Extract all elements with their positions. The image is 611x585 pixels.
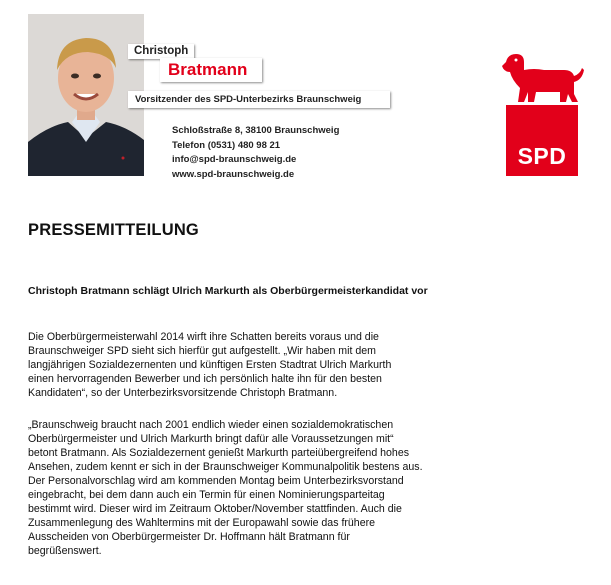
- text-line: Der Personalvorschlag wird am kommenden Montag beim Unterbezirksvorstand: [28, 475, 404, 487]
- text-line: Braunschweiger SPD sieht sich hierfür gut aufgestellt. „Wir haben mit dem: [28, 345, 376, 357]
- email-line: info@spd-braunschweig.de: [172, 154, 297, 165]
- website-line: www.spd-braunschweig.de: [172, 168, 295, 180]
- spd-logo-text: SPD: [517, 143, 567, 169]
- portrait-photo: [28, 14, 144, 176]
- text-line: Zusammenlegung des Wahltermins mit der Europawahl sowie das frühere: [28, 517, 376, 529]
- text-line: begrüßenswert.: [28, 545, 102, 557]
- role-plate: Vorsitzender des SPD-Unterbezirks Braunschweig: [128, 91, 390, 108]
- contact-block: [172, 124, 339, 182]
- text-line: langjährigen Sozialdezernenten und künftigen Ersten Stadtrat Ulrich Markurth: [28, 359, 392, 371]
- text-line: Kandidaten“, so der Unterbezirksvorsitzende Christoph Bratmann.: [28, 387, 338, 399]
- text-line: bestimmt wird. Dieser wird im Zeitraum Oktober/November stattfinden. Auch die: [28, 503, 402, 515]
- press-subtitle: Christoph Bratmann schlägt Ulrich Markurth als Oberbürgermeisterkandidat vor: [28, 285, 428, 297]
- first-name-plate: Christoph: [128, 44, 194, 59]
- paragraph-1: [28, 330, 498, 400]
- text-line: betont Bratmann. Als Sozialdezernent genießt Markurth parteiübergreifend hohes: [28, 447, 410, 459]
- address-line: Schloßstraße 8, 38100 Braunschweig: [172, 125, 340, 136]
- text-line: Oberbürgermeister und Ulrich Markurth bringt dafür alle Voraussetzungen mit“: [28, 433, 394, 445]
- last-name-plate: Bratmann: [160, 58, 262, 82]
- text-line: Ausscheiden von Oberbürgermeister Dr. Hoffmann hält Bratmann für: [28, 531, 350, 543]
- text-line: Ansehen, zudem kennt er sich in der Braunschweiger Kommunalpolitik bestens aus.: [28, 461, 423, 473]
- text-line: „Braunschweig braucht nach 2001 endlich wieder einen sozialdemokratischen: [28, 419, 394, 431]
- text-line: Die Oberbürgermeisterwahl 2014 wirft ihre Schatten bereits voraus und die: [28, 331, 379, 343]
- phone-line: Telefon (0531) 480 98 21: [172, 139, 281, 151]
- text-line: eingebracht, bei dem dann auch ein Termin für einen Nominierungsparteitag: [28, 489, 385, 501]
- text-line: einen hervorragenden Bewerber und ich persönlich halte ihn für den besten: [28, 373, 382, 385]
- page-title: PRESSEMITTEILUNG: [28, 221, 199, 239]
- portrait-illustration: [28, 14, 144, 176]
- paragraph-2: [28, 418, 498, 558]
